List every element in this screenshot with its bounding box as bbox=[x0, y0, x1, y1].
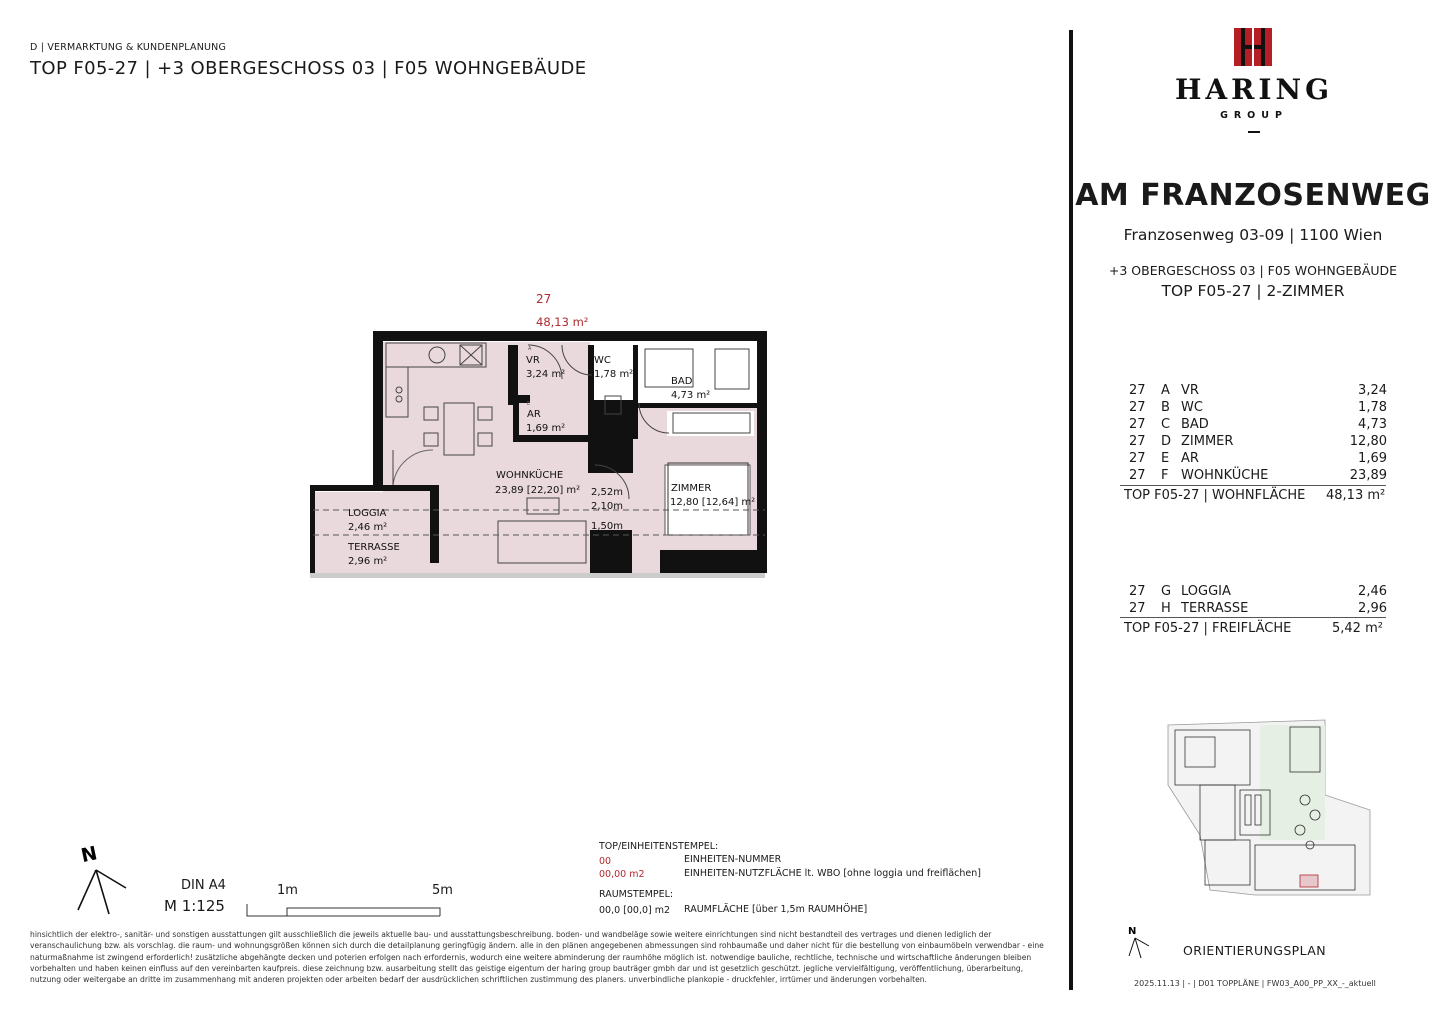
outdoor-total-rule bbox=[1120, 617, 1386, 618]
height-line-1: 2,52m bbox=[591, 487, 624, 498]
outdoor-total-label: TOP F05-27 | FREIFLÄCHE bbox=[1124, 621, 1292, 636]
room-nr: 27 bbox=[1129, 400, 1146, 415]
room-label-wc: WC bbox=[594, 355, 611, 366]
orientation-label: ORIENTIERUNGSPLAN bbox=[1183, 943, 1326, 958]
north-arrow bbox=[72, 840, 132, 920]
unit-info: TOP F05-27 | 2-ZIMMER bbox=[1161, 282, 1345, 300]
room-code: H bbox=[1161, 601, 1171, 616]
room-nr: 27 bbox=[1129, 383, 1146, 398]
north-letter: N bbox=[79, 842, 100, 868]
room-area: 12,80 bbox=[1349, 434, 1387, 449]
room-code: D bbox=[1161, 434, 1172, 449]
room-area-vr: 3,24 m² bbox=[526, 369, 566, 380]
room-area: 1,78 bbox=[1358, 400, 1387, 415]
room-code: C bbox=[1161, 417, 1171, 432]
outdoor-rooms-table bbox=[1129, 583, 1387, 617]
stamp-code-2: 00,00 m2 bbox=[599, 869, 645, 880]
scale-bar bbox=[246, 900, 446, 920]
disclaimer-text: hinsichtlich der elektro-, sanitär- und sonstigen ausstattungen gilt ausschließlich die jeweils aktuelle bau- und ausstattungsbeschreibung. boden- und wandbeläge sowie weitere einrichtungen sind nicht bestandteil des vertrages und dienen lediglich der veranschaulichung bzw. als vorschlag. die raum- und wohnungsgrößen können sich durch die detailplanung geringfügig ändern. alle in den plänen angegebenen abmessungen sind rohbaumaße und daher nicht für die bestellung von einbaumöbeln verwendbar - eine naturmaßnahme ist zwingend erforderlich! zusätzliche abgehängte decken und poterien erfolgen nach erfordernis, wodurch eine weitere abminderung der raumhöhe möglich ist. notwendige bauliche, rechtliche, technische und wirtschaftliche änderungen bleiben vorbehalten und haben keinen einfluss auf den vereinbarten kaufpreis. diese zeichnung bzw. ausarbeitung stellt das geistige eigentum der haring group bauträger gmbh dar und ist gesetzlich geschützt. jegliche vervielfältigung, veröffentlichung, überarbeitung, nutzung oder weitergabe an dritte im zusammenhang mit anderen projekten oder arbeiten bedarf der ausdrücklichen schriftlichen zustimmung des planers. unverbindliche plankopie - druckfehler, irrtümer und änderungen vorbehalten. bbox=[30, 930, 1044, 985]
unit-area: 48,13 m² bbox=[536, 315, 589, 329]
raum-desc: RAUMFLÄCHE [über 1,5m RAUMHÖHE] bbox=[684, 904, 868, 915]
living-total-value: 48,13 m² bbox=[1326, 488, 1386, 503]
room-code: F bbox=[1161, 468, 1169, 483]
paper-size: DIN A4 bbox=[181, 878, 226, 893]
project-address: Franzosenweg 03-09 | 1100 Wien bbox=[1123, 226, 1383, 244]
project-name: AM FRANZOSENWEG bbox=[1075, 178, 1431, 213]
room-label-ar: AR bbox=[527, 409, 541, 420]
room-nr: 27 bbox=[1129, 417, 1146, 432]
stamp-code-1: 00 bbox=[599, 856, 612, 867]
room-label-wohn: WOHNKÜCHE bbox=[496, 470, 564, 481]
room-nr: 27 bbox=[1129, 468, 1146, 483]
room-nr: 27 bbox=[1129, 584, 1146, 599]
room-nr: 27 bbox=[1129, 601, 1146, 616]
orientation-north-arrow bbox=[1125, 922, 1155, 962]
department-label: D | VERMARKTUNG & KUNDENPLANUNG bbox=[30, 42, 227, 53]
room-name: WOHNKÜCHE bbox=[1181, 468, 1269, 483]
scale-tick-5m: 5m bbox=[432, 883, 453, 898]
stamp-desc-2: EINHEITEN-NUTZFLÄCHE lt. WBO [ohne loggia und freiflächen] bbox=[684, 868, 981, 879]
page-title: TOP F05-27 | +3 OBERGESCHOSS 03 | F05 WOHNGEBÄUDE bbox=[30, 58, 587, 79]
room-area-loggia: 2,46 m² bbox=[348, 522, 388, 533]
outdoor-total-value: 5,42 m² bbox=[1332, 621, 1383, 636]
room-code-ar: E bbox=[527, 401, 531, 407]
room-name: VR bbox=[1181, 383, 1199, 398]
room-name: WC bbox=[1181, 400, 1203, 415]
living-total-label: TOP F05-27 | WOHNFLÄCHE bbox=[1124, 488, 1306, 503]
stamp-title: TOP/EINHEITENSTEMPEL: bbox=[599, 841, 719, 852]
room-label-vr: VR bbox=[526, 355, 540, 366]
room-area: 4,73 bbox=[1358, 417, 1387, 432]
room-row bbox=[1129, 450, 1387, 467]
room-label-bad: BAD bbox=[671, 376, 693, 387]
height-line-2: 2,10m bbox=[591, 501, 624, 512]
footer-code: 2025.11.13 | - | D01 TOPPLÄNE | FW03_A00_PP_XX_-_aktuell bbox=[1134, 979, 1376, 988]
room-area-bad: 4,73 m² bbox=[671, 390, 711, 401]
logo-wordmark: HARING bbox=[1175, 73, 1333, 106]
room-area-wohn: 23,89 [22,20] m² bbox=[495, 485, 581, 496]
room-code-vr: A bbox=[528, 346, 532, 352]
room-area-ar: 1,69 m² bbox=[526, 423, 566, 434]
room-row bbox=[1129, 416, 1387, 433]
room-code: G bbox=[1161, 584, 1172, 599]
room-area: 2,46 bbox=[1358, 584, 1387, 599]
raum-code: 00,0 [00,0] m2 bbox=[599, 905, 671, 916]
room-area: 3,24 bbox=[1358, 383, 1387, 398]
raum-title: RAUMSTEMPEL: bbox=[599, 889, 674, 900]
room-code: B bbox=[1161, 400, 1170, 415]
vertical-divider bbox=[1069, 30, 1073, 990]
living-total-rule bbox=[1120, 485, 1386, 486]
living-rooms-table bbox=[1129, 382, 1387, 484]
room-row bbox=[1129, 399, 1387, 416]
orientation-north-letter: N bbox=[1128, 926, 1137, 937]
orientation-site-plan bbox=[1160, 715, 1375, 900]
room-area-terrasse: 2,96 m² bbox=[348, 556, 388, 567]
room-label-loggia: LOGGIA bbox=[348, 508, 387, 519]
logo-subtitle: GROUP bbox=[1220, 110, 1288, 121]
room-row bbox=[1129, 467, 1387, 484]
room-name: LOGGIA bbox=[1181, 584, 1231, 599]
scale-tick-1m: 1m bbox=[277, 883, 298, 898]
room-row bbox=[1129, 600, 1387, 617]
room-label-terrasse: TERRASSE bbox=[348, 542, 400, 553]
room-code: A bbox=[1161, 383, 1170, 398]
room-name: ZIMMER bbox=[1181, 434, 1234, 449]
room-row bbox=[1129, 583, 1387, 600]
stamp-desc-1: EINHEITEN-NUMMER bbox=[684, 854, 782, 865]
floor-plan bbox=[300, 285, 780, 595]
room-name: AR bbox=[1181, 451, 1199, 466]
room-name: BAD bbox=[1181, 417, 1209, 432]
room-nr: 27 bbox=[1129, 451, 1146, 466]
scale-ratio: M 1:125 bbox=[164, 897, 225, 915]
height-line-3: 1,50m bbox=[591, 521, 624, 532]
room-name: TERRASSE bbox=[1181, 601, 1249, 616]
room-row bbox=[1129, 433, 1387, 450]
room-row bbox=[1129, 382, 1387, 399]
room-label-zimmer: ZIMMER bbox=[671, 483, 712, 494]
room-area-wc: 1,78 m² bbox=[594, 369, 634, 380]
unit-number: 27 bbox=[536, 292, 552, 306]
room-area: 23,89 bbox=[1349, 468, 1387, 483]
floor-info: +3 OBERGESCHOSS 03 | F05 WOHNGEBÄUDE bbox=[1108, 263, 1398, 278]
room-area: 2,96 bbox=[1358, 601, 1387, 616]
room-nr: 27 bbox=[1129, 434, 1146, 449]
room-area: 1,69 bbox=[1358, 451, 1387, 466]
haring-logo bbox=[1175, 28, 1333, 140]
room-code: E bbox=[1161, 451, 1170, 466]
room-area-zimmer: 12,80 [12,64] m² bbox=[670, 497, 756, 508]
